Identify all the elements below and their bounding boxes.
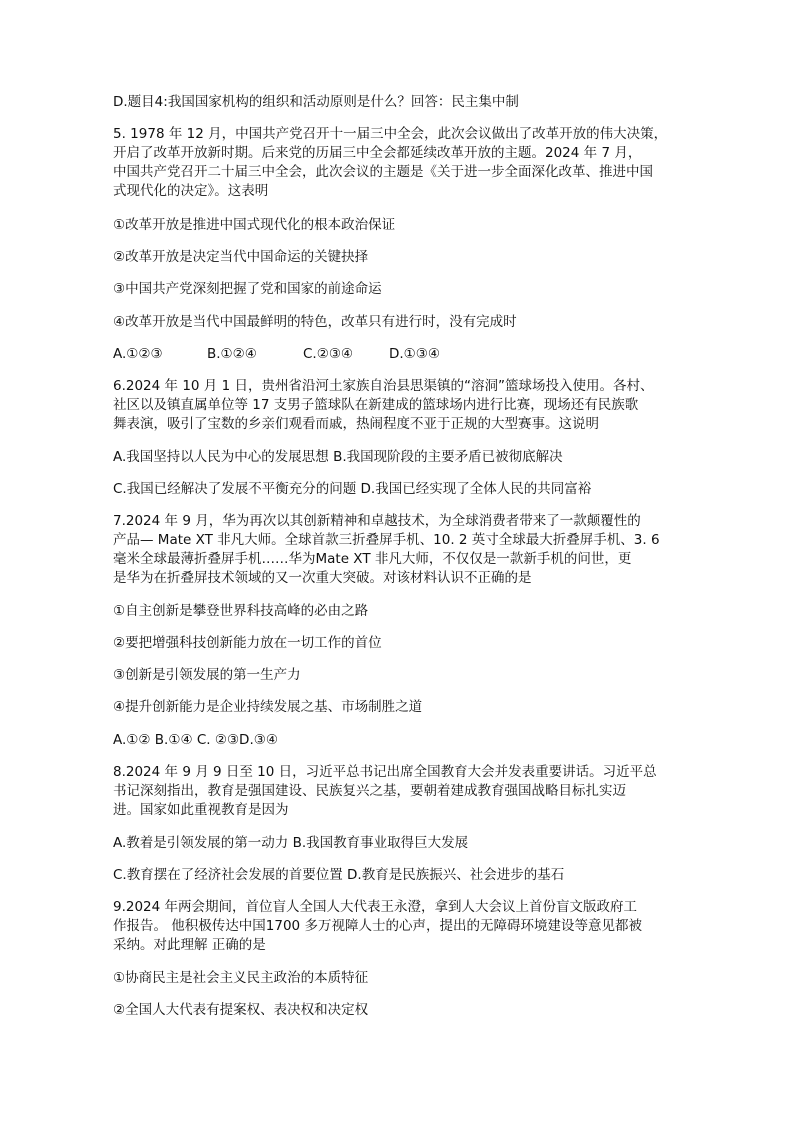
q8-stem-line-2: 书记深刻指出，教育是强国建设、民族复兴之基，要朝着建成教育强国战略目标扎实迈 (113, 783, 626, 799)
q7-stem-line-2: 产品— Mate XT 非凡大师。全球首款三折叠屏手机、10. 2 英寸全球最大折叠屏手机、3. 6 (113, 532, 660, 548)
q7-statement-3: ③创新是引领发展的第一生产力 (113, 667, 301, 683)
q5-statement-2: ②改革开放是决定当代中国命运的关键抉择 (113, 249, 369, 265)
q7-stem-line-4: 是华为在折叠屏技术领域的又一次重大突破。对该材料认识不正确的是 (113, 570, 532, 586)
q7-stem-line-1: 7.2024 年 9 月，华为再次以其创新精神和卓越技术，为全球消费者带来了一款颠覆性的 (113, 513, 641, 529)
q8-stem-line-1: 8.2024 年 9 月 9 日至 10 日，习近平总书记出席全国教育大会并发表重要讲话。习近平总 (113, 764, 657, 780)
q8-options-line-1: A.教着是引领发展的第一动力 B.我国教育事业取得巨大发展 (113, 835, 469, 851)
q7-statement-1: ①自主创新是攀登世界科技高峰的必由之路 (113, 603, 369, 619)
q6-stem-line-2: 社区以及镇直属单位等 17 支男子篮球队在新建成的篮球场内进行比赛，现场还有民族歌 (113, 397, 639, 413)
q9-statement-2: ②全国人大代表有提案权、表决权和决定权 (113, 1002, 369, 1018)
q9-stem-line-3: 采纳。对此理解 正确的是 (113, 937, 266, 953)
q6-stem-line-3: 舞表演，吸引了宝数的乡亲们观看而戚，热闹程度不亚于正规的大型赛事。这说明 (113, 416, 599, 432)
q5-option-b: B.①②④ (207, 346, 257, 362)
q5-option-a: A.①②③ (113, 346, 163, 362)
q8-options-line-2: C.教育摆在了经济社会发展的首要位置 D.教育是民族振兴、社会进步的基石 (113, 867, 565, 883)
q7-statement-4: ④提升创新能力是企业持续发展之基、市场制胜之道 (113, 699, 423, 715)
q5-stem-line-1: 5. 1978 年 12 月，中国共产党召开十一届三中全会，此次会议做出了改革开放的伟大决策， (113, 126, 668, 142)
q5-options (113, 345, 440, 363)
q7-stem-line-3: 毫米全球最薄折叠屏手机……华为Mate XT 非凡大师，不仅仅是一款新手机的问世，更 (113, 551, 632, 567)
q5-option-d: D.①③④ (389, 346, 440, 362)
q7-statement-2: ②要把增强科技创新能力放在一切工作的首位 (113, 635, 382, 651)
q5-stem-line-2: 开启了改革开放新时期。后来党的历届三中全会都延续改革开放的主题。2024 年 7 月， (113, 145, 642, 161)
q6-options-line-2: C.我国已经解决了发展不平衡充分的问题 D.我国已经实现了全体人民的共同富裕 (113, 481, 592, 497)
q4-option-d: D.题目4:我国国家机构的组织和活动原则是什么？回答：民主集中制 (113, 94, 519, 110)
q7-options: A.①② B.①④ C. ②③D.③④ (113, 732, 278, 748)
q5-statement-3: ③中国共产党深刻把握了党和国家的前途命运 (113, 281, 382, 297)
q9-stem-line-1: 9.2024 年两会期间，首位盲人全国人大代表王永澄，拿到人大会议上首份盲文版政府工 (113, 899, 638, 915)
q9-statement-1: ①协商民主是社会主义民主政治的本质特征 (113, 970, 369, 986)
q5-statement-4: ④改革开放是当代中国最鲜明的特色，改革只有进行时，没有完成时 (113, 314, 517, 330)
q5-stem-line-4: 式现代化的决定》。这表明 (113, 183, 269, 199)
q5-stem-line-3: 中国共产党召开二十届三中全会，此次会议的主题是《关于进一步全面深化改革、推进中国 (113, 164, 653, 180)
q6-options-line-1: A.我国坚持以人民为中心的发展思想 B.我国现阶段的主要矛盾已被彻底解决 (113, 449, 563, 465)
q9-stem-line-2: 作报告。 他积极传达中国1700 多万视障人士的心声，提出的无障碍环境建设等意见都被 (113, 918, 642, 934)
q5-statement-1: ①改革开放是推进中国式现代化的根本政治保证 (113, 217, 396, 233)
q6-stem-line-1: 6.2024 年 10 月 1 日，贵州省沿河土家族自治县思渠镇的“溶洞”篮球场投入使用。各村、 (113, 378, 654, 394)
q8-stem-line-3: 进。国家如此重视教育是因为 (113, 802, 289, 818)
q5-option-c: C.②③④ (303, 346, 354, 362)
